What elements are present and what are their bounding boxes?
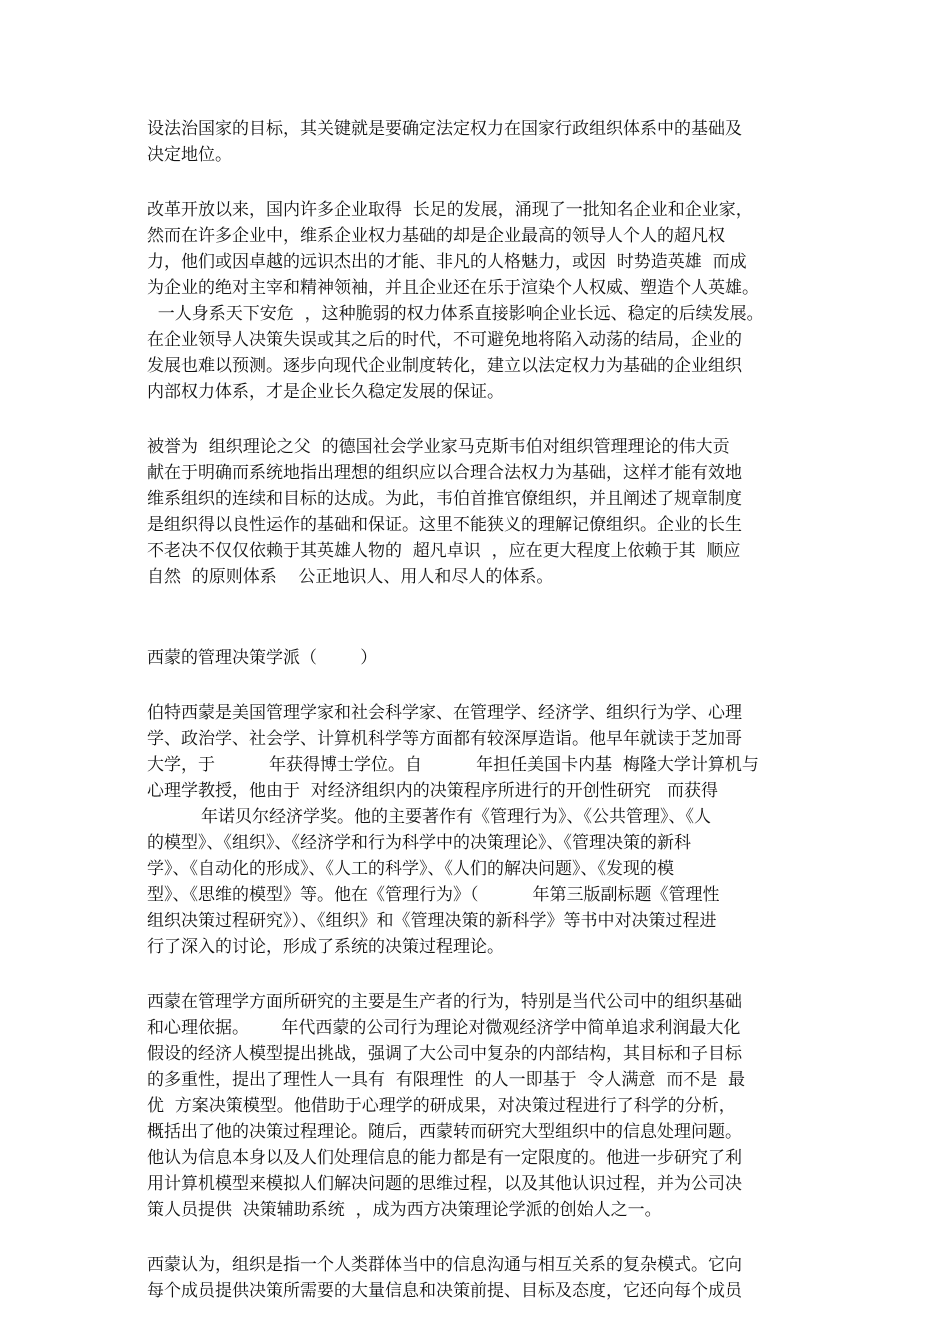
- paragraph-line: 心理学教授，他由于 对经济组织内的决策程序所进行的开创性研究 而获得: [147, 781, 719, 801]
- paragraph-line: 在企业领导人决策失误或其之后的时代，不可避免地将陷入动荡的结局，企业的: [147, 330, 742, 350]
- paragraph-line: 自然 的原则体系 公正地识人、用人和尽人的体系。: [147, 567, 554, 587]
- paragraph-line: 和心理依据。 年代西蒙的公司行为理论对微观经济学中简单追求利润最大化: [147, 1018, 741, 1038]
- paragraph-line: 发展也难以预测。逐步向现代企业制度转化，建立以法定权力为基础的企业组织: [147, 356, 742, 376]
- paragraph: [147, 434, 809, 590]
- paragraph-line: 行了深入的讨论，形成了系统的决策过程理论。: [147, 937, 504, 957]
- paragraph-line: 伯特西蒙是美国管理学家和社会科学家、在管理学、经济学、组织行为学、心理: [147, 703, 742, 723]
- paragraph-line: 策人员提供 决策辅助系统 ，成为西方决策理论学派的创始人之一。: [147, 1200, 662, 1220]
- paragraph-line: 型》、《思维的模型》等。他在《管理行为》（ 年第三版副标题《管理性: [147, 885, 720, 905]
- paragraph: [147, 700, 809, 960]
- paragraph-line: 他认为信息本身以及人们处理信息的能力都是有一定限度的。他进一步研究了利: [147, 1148, 742, 1168]
- paragraph-line: 概括出了他的决策过程理论。随后，西蒙转而研究大型组织中的信息处理问题。: [147, 1122, 742, 1142]
- paragraph-line: 大学，于 年获得博士学位。自 年担任美国卡内基 梅隆大学计算机与: [147, 755, 759, 775]
- paragraph-line: 是组织得以良性运作的基础和保证。这里不能狭义的理解记僚组织。企业的长生: [147, 515, 742, 535]
- paragraph-line: 不老决不仅仅依赖于其英雄人物的 超凡卓识 ，应在更大程度上依赖于其 顺应: [147, 541, 741, 561]
- paragraph-line: 学》、《自动化的形成》、《人工的科学》、《人们的解决问题》、《发现的模: [147, 859, 674, 879]
- paragraph-line: 献在于明确而系统地指出理想的组织应以合理合法权力为基础，这样才能有效地: [147, 463, 742, 483]
- paragraph-line: 内部权力体系，才是企业长久稳定发展的保证。: [147, 382, 504, 402]
- paragraph-line: 的多重性，提出了理性人一具有 有限理性 的人一即基于 令人满意 而不是 最: [147, 1070, 746, 1090]
- section-heading: [147, 645, 809, 671]
- paragraph-line: 改革开放以来，国内许多企业取得 长足的发展，涌现了一批知名企业和企业家，: [147, 200, 753, 220]
- paragraph-line: 维系组织的连续和目标的达成。为此，韦伯首推官僚组织，并且阐述了规章制度: [147, 489, 742, 509]
- paragraph: [147, 989, 809, 1223]
- paragraph-line: 然而在许多企业中，维系企业权力基础的却是企业最高的领导人个人的超凡权: [147, 226, 725, 246]
- paragraph-line: 被誉为 组织理论之父 的德国社会学业家马克斯韦伯对组织管理理论的伟大贡: [147, 437, 730, 457]
- paragraph-line: 决定地位。: [147, 145, 232, 165]
- paragraph-line: 每个成员提供决策所需要的大量信息和决策前提、目标及态度，它还向每个成员: [147, 1281, 742, 1301]
- paragraph-line: 组织决策过程研究》）、《组织》和《管理决策的新科学》等书中对决策过程进: [147, 911, 717, 931]
- paragraph-line: 用计算机模型来模拟人们解决问题的思维过程，以及其他认识过程，并为公司决: [147, 1174, 742, 1194]
- paragraph-line: 设法治国家的目标，其关键就是要确定法定权力在国家行政组织体系中的基础及: [147, 119, 742, 139]
- section-spacer: [147, 619, 809, 645]
- paragraph-line: 学、政治学、社会学、计算机科学等方面都有较深厚造诣。他早年就读于芝加哥: [147, 729, 742, 749]
- document-body: [147, 116, 809, 1333]
- paragraph-line: 假设的经济人模型提出挑战，强调了大公司中复杂的内部结构，其目标和子目标: [147, 1044, 742, 1064]
- paragraph-line: 一人身系天下安危 ，这种脆弱的权力体系直接影响企业长远、稳定的后续发展。: [147, 304, 764, 324]
- paragraph: [147, 116, 809, 168]
- paragraph-line: 的模型》、《组织》、《经济学和行为科学中的决策理论》、《管理决策的新科: [147, 833, 691, 853]
- paragraph-line: 年诺贝尔经济学奖。他的主要著作有《管理行为》、《公共管理》、《人: [147, 807, 712, 827]
- paragraph-line: 力，他们或因卓越的远识杰出的才能、非凡的人格魅力，或因 时势造英雄 而成: [147, 252, 747, 272]
- heading-text: 西蒙的管理决策学派（ ）: [147, 648, 378, 668]
- paragraph: [147, 197, 809, 405]
- paragraph-line: 优 方案决策模型。他借助于心理学的研成果，对决策过程进行了科学的分析，: [147, 1096, 736, 1116]
- paragraph: [147, 1252, 809, 1304]
- paragraph-line: 西蒙认为，组织是指一个人类群体当中的信息沟通与相互关系的复杂模式。它向: [147, 1255, 742, 1275]
- paragraph-line: 西蒙在管理学方面所研究的主要是生产者的行为，特别是当代公司中的组织基础: [147, 992, 742, 1012]
- paragraph-line: 为企业的绝对主宰和精神领袖，并且企业还在乐于渲染个人权威、塑造个人英雄。: [147, 278, 759, 298]
